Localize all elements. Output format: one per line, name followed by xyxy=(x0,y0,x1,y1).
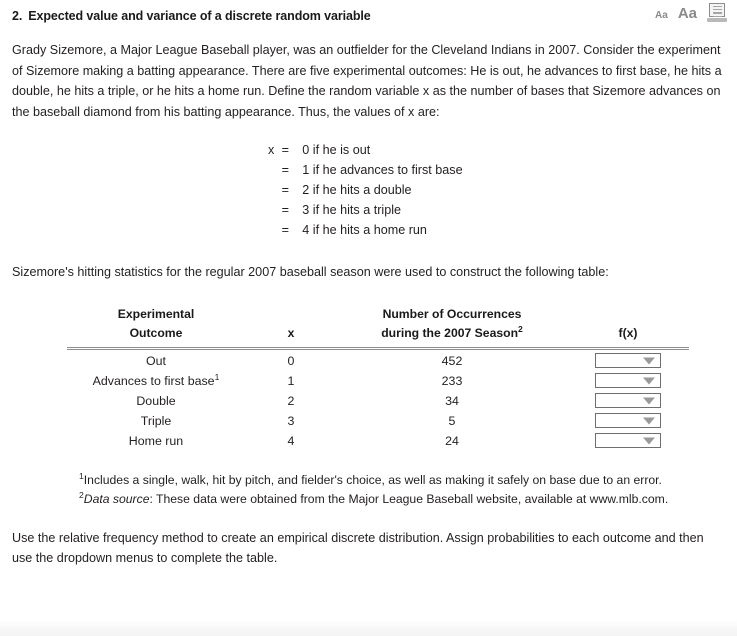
footnote-2-source-label: Data source xyxy=(83,492,150,506)
chevron-down-icon xyxy=(643,437,655,444)
x-definition-row xyxy=(12,140,463,160)
cell-x: 0 xyxy=(287,353,295,368)
chevron-down-icon xyxy=(643,377,655,384)
cell-fx xyxy=(567,351,689,371)
outcome-footnote-marker: 1 xyxy=(214,371,220,382)
column-header-fx xyxy=(567,305,689,346)
page-title xyxy=(12,9,371,23)
cell-outcome xyxy=(67,431,245,451)
outcome-label: Out xyxy=(146,353,166,368)
column-header-fx-label: f(x) xyxy=(618,325,638,340)
footnotes xyxy=(79,471,699,510)
table-row xyxy=(67,391,689,411)
column-header-outcome-line2: Outcome xyxy=(129,325,183,340)
distribution-table xyxy=(67,305,689,451)
cell-fx xyxy=(567,431,689,451)
chevron-down-icon xyxy=(643,417,655,424)
column-header-outcome xyxy=(67,305,245,346)
column-header-occ-line2: during the 2007 Season$^2$ xyxy=(381,323,523,340)
fx-dropdown[interactable] xyxy=(595,433,661,448)
column-header-outcome-line1: Experimental xyxy=(117,306,195,321)
x-equals-sign: = xyxy=(281,183,289,197)
fx-dropdown[interactable] xyxy=(595,393,661,408)
cell-outcome xyxy=(67,411,245,431)
intro-paragraph: Grady Sizemore, a Major League Baseball player, was an outfielder for the Cleveland Indians in 2007. Consider the experiment of Sizemore making a batting appearance. There are five experimental outcomes: He is out, he advances to first base, he hits a double, he hits a triple, or he hits a home run. Define the random variable x as the number of bases that Sizemore advances on the baseball diamond from his batting appearance. Thus, the values of x are: xyxy=(12,43,722,119)
cell-occurrences: 5 xyxy=(448,413,456,428)
exercise-content xyxy=(0,40,737,510)
cell-x: 4 xyxy=(287,433,295,448)
table-body xyxy=(67,351,689,451)
distribution-table-wrapper xyxy=(12,305,725,451)
fx-dropdown[interactable] xyxy=(595,353,661,368)
print-icon-document xyxy=(709,3,725,17)
column-header-x xyxy=(245,305,337,346)
fx-dropdown[interactable] xyxy=(595,373,661,388)
cell-outcome xyxy=(67,391,245,411)
x-definition-text: 0 if he is out xyxy=(302,143,371,157)
table-row xyxy=(67,371,689,391)
table-row xyxy=(67,431,689,451)
x-definition-text: 1 if he advances to first base xyxy=(302,163,463,177)
toolbar xyxy=(655,3,727,22)
print-icon-base xyxy=(707,18,727,22)
x-definition-row xyxy=(12,160,463,180)
double-rule xyxy=(67,347,689,350)
exercise-number: 2. xyxy=(12,9,23,23)
x-definition-list xyxy=(12,140,463,240)
bottom-strip xyxy=(0,620,737,636)
column-header-occurrences xyxy=(337,305,567,346)
print-icon[interactable] xyxy=(707,3,727,22)
increase-font-size-icon[interactable]: Aa xyxy=(677,5,697,22)
x-definition-row xyxy=(12,220,463,240)
column-header-occ-line1: Number of Occurrences xyxy=(382,306,522,321)
cell-occurrences: 233 xyxy=(441,373,463,388)
table-header-row xyxy=(67,305,689,346)
footnote-2 xyxy=(79,490,699,510)
x-equals-sign: = xyxy=(281,203,289,217)
fx-dropdown[interactable] xyxy=(595,413,661,428)
decrease-font-size-icon[interactable]: Aa xyxy=(655,9,668,21)
outcome-label: Home run xyxy=(128,433,184,448)
footnote-1-marker: 1 xyxy=(79,470,84,481)
cell-occurrences: 24 xyxy=(445,433,459,448)
footnote-1 xyxy=(79,471,699,491)
x-variable-blank xyxy=(12,160,274,180)
table-intro-paragraph: Sizemore's hitting statistics for the regular 2007 baseball season were used to construct the following table: xyxy=(12,265,609,279)
x-variable-blank xyxy=(12,200,274,220)
exercise-header xyxy=(0,0,737,30)
table-row xyxy=(67,351,689,371)
cell-fx xyxy=(567,411,689,431)
cell-x: 2 xyxy=(287,393,295,408)
cell-fx xyxy=(567,371,689,391)
cell-x: 3 xyxy=(287,413,295,428)
outcome-label: Triple xyxy=(140,413,172,428)
outcome-label: Advances to first base xyxy=(92,373,215,388)
x-definition-text: 4 if he hits a home run xyxy=(302,223,427,237)
chevron-down-icon xyxy=(643,397,655,404)
x-definition-row xyxy=(12,200,463,220)
x-equals-sign: = xyxy=(281,163,289,177)
table-row xyxy=(67,411,689,431)
footnote-2-marker: 2 xyxy=(79,489,84,500)
chevron-down-icon xyxy=(643,357,655,364)
x-definition-row xyxy=(12,180,463,200)
cell-outcome xyxy=(67,371,245,391)
outcome-label: Double xyxy=(136,393,176,408)
x-equals-sign: = xyxy=(281,223,289,237)
x-definition-text: 3 if he hits a triple xyxy=(302,203,401,217)
x-variable-blank xyxy=(12,180,274,200)
x-definition-text: 2 if he hits a double xyxy=(302,183,412,197)
exercise-title-text: Expected value and variance of a discrete random variable xyxy=(28,9,371,23)
closing-instructions xyxy=(12,528,725,569)
column-header-x-label: x xyxy=(287,325,295,340)
x-equals-sign: = xyxy=(281,143,289,157)
cell-occurrences: 34 xyxy=(445,393,459,408)
closing-paragraph: Use the relative frequency method to create an empirical discrete distribution. Assign probabilities to each outcome and then use the dropdown menus to complete the table. xyxy=(12,530,704,565)
cell-outcome xyxy=(67,351,245,371)
cell-fx xyxy=(567,391,689,411)
footnote-1-text: Includes a single, walk, hit by pitch, and fielder's choice, as well as making it safely on base due to an error. xyxy=(83,472,662,487)
cell-x: 1 xyxy=(287,373,295,388)
x-variable-label: x xyxy=(268,143,275,157)
column-header-occ-footnote-marker: 2 xyxy=(518,323,523,334)
footnote-2-text: : These data were obtained from the Major League Baseball website, available at www.mlb.com. xyxy=(149,492,669,506)
cell-occurrences: 452 xyxy=(441,353,463,368)
x-variable-blank xyxy=(12,220,274,240)
